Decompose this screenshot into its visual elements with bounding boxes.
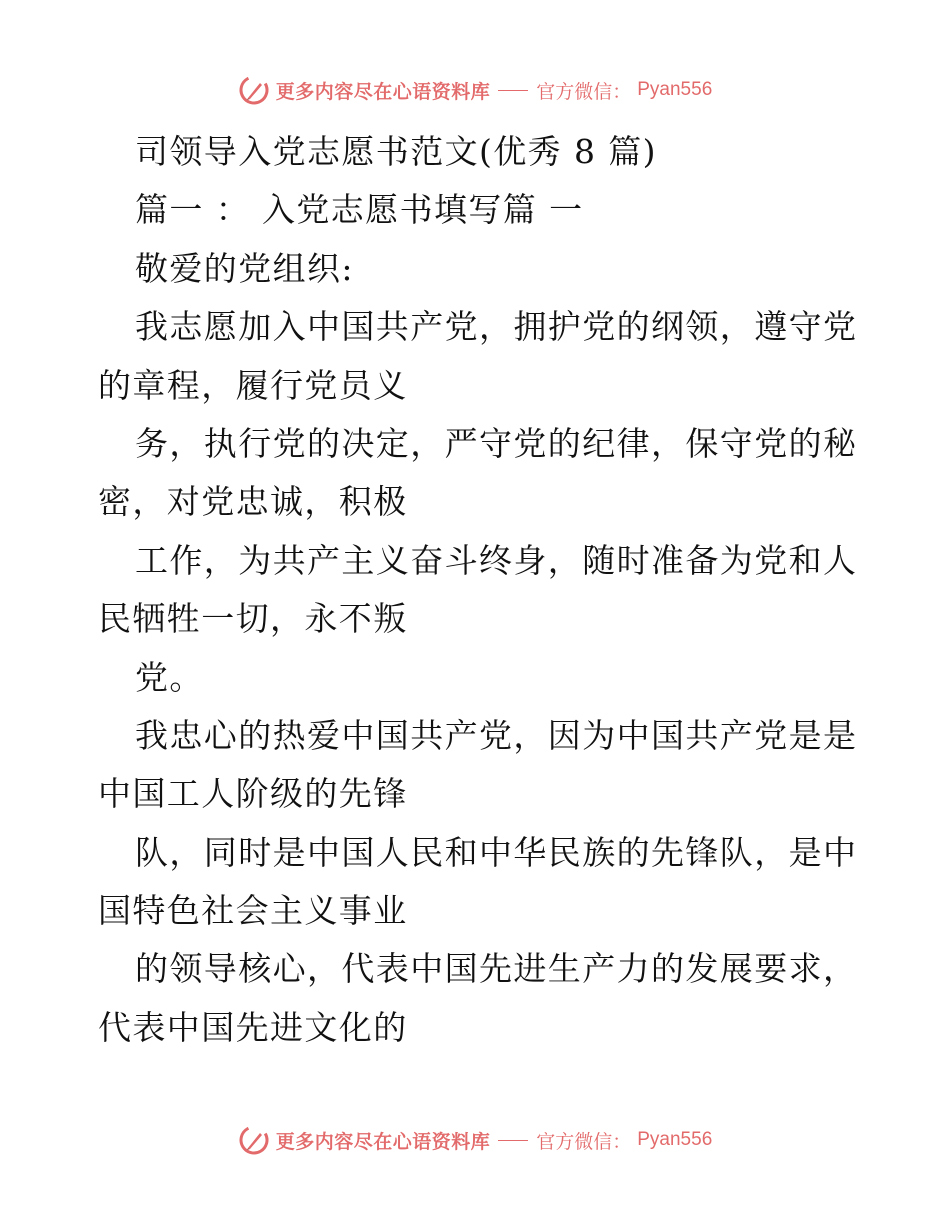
footer-promo-banner: [0, 1120, 950, 1160]
wechat-id: Pyan556: [637, 79, 713, 100]
salutation: 敬爱的党组织:: [135, 248, 354, 288]
paragraph-line: 代表中国先进文化的: [98, 1007, 408, 1047]
banner-divider: [498, 1140, 528, 1141]
document-body: [98, 123, 858, 1057]
section-heading: 篇一 ： 入党志愿书填写篇 一: [135, 190, 584, 230]
paragraph-line: 队，同时是中国人民和中华民族的先锋队，是中: [135, 832, 858, 872]
paragraph-line: 国特色社会主义事业: [98, 891, 408, 931]
promo-text: 更多内容尽在心语资料库: [275, 80, 491, 103]
promo-text: 更多内容尽在心语资料库: [275, 1130, 491, 1153]
quill-logo-icon: [238, 74, 270, 106]
document-title: 司领导入党志愿书范文(优秀 8 篇): [135, 132, 657, 171]
wechat-label: 官方微信：: [536, 80, 632, 103]
paragraph-line: 中国工人阶级的先锋: [98, 774, 408, 814]
paragraph-line: 我志愿加入中国共产党，拥护党的纲领，遵守党: [135, 307, 858, 347]
quill-logo-icon: [238, 1124, 270, 1156]
paragraph-line: 的领导核心，代表中国先进生产力的发展要求，: [135, 949, 858, 989]
banner-divider: [498, 90, 528, 91]
paragraph-line: 我忠心的热爱中国共产党，因为中国共产党是是: [135, 715, 858, 755]
header-promo-banner: [0, 70, 950, 110]
paragraph-line: 密，对党忠诚，积极: [98, 482, 408, 522]
paragraph-line: 务，执行党的决定，严守党的纪律，保守党的秘: [135, 423, 858, 463]
paragraph-line: 党。: [135, 657, 204, 697]
paragraph-line: 工作，为共产主义奋斗终身，随时准备为党和人: [135, 540, 858, 580]
paragraph-line: 的章程，履行党员义: [98, 365, 408, 405]
wechat-label: 官方微信：: [536, 1130, 632, 1153]
paragraph-line: 民牺牲一切，永不叛: [98, 599, 408, 639]
wechat-id: Pyan556: [637, 1129, 713, 1150]
